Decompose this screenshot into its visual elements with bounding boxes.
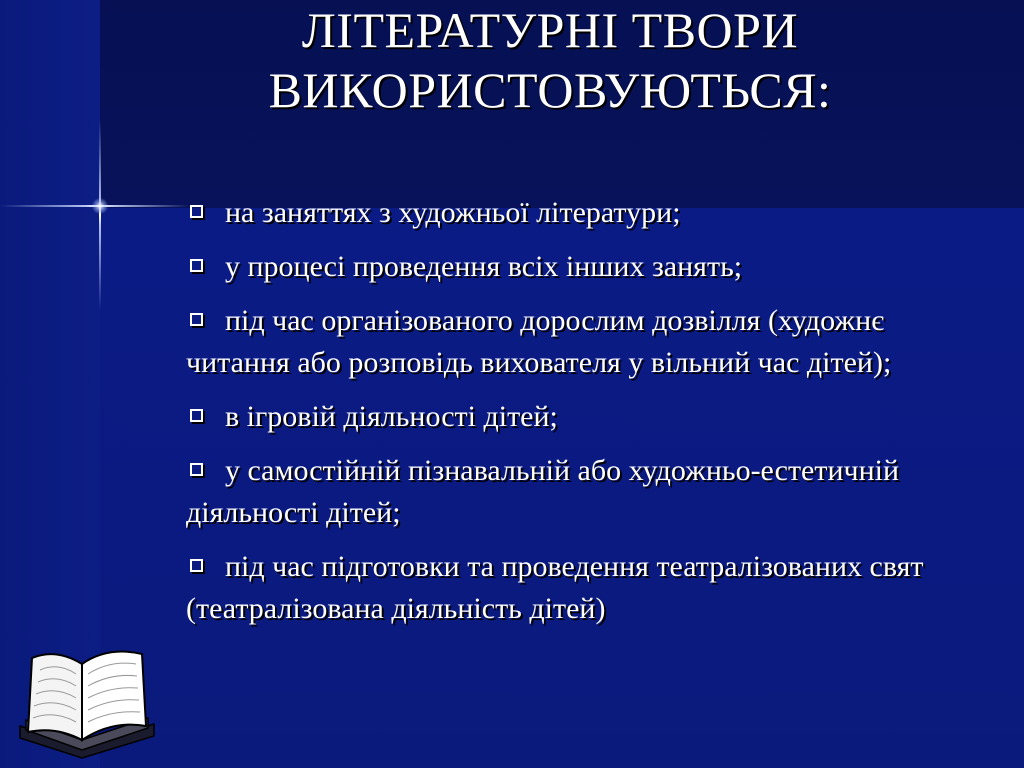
slide-title: [120, 0, 980, 120]
list-item: [186, 450, 976, 534]
hollow-square-bullet-icon: [190, 205, 203, 218]
open-book-icon: [12, 640, 162, 760]
list-item-text: у самостійній пізнавальній або художньо-естетичній діяльності дітей;: [186, 454, 900, 529]
list-item-text: під час організованого дорослим дозвілля (художнє читання або розповідь вихователя у вільний час дітей);: [186, 304, 892, 379]
list-item: [186, 396, 976, 438]
slide-title-line-1: ЛІТЕРАТУРНІ ТВОРИ: [301, 2, 799, 58]
hollow-square-bullet-icon: [190, 559, 203, 572]
hollow-square-bullet-icon: [190, 313, 203, 326]
hollow-square-bullet-icon: [190, 409, 203, 422]
list-item: [186, 300, 976, 384]
list-item-text: в ігровій діяльності дітей;: [225, 400, 558, 433]
hollow-square-bullet-icon: [190, 259, 203, 272]
bullet-list: [186, 192, 976, 642]
list-item: [186, 546, 976, 630]
list-item-text: на заняттях з художньої літератури;: [225, 196, 681, 229]
list-item-text: під час підготовки та проведення театралізованих свят (театралізована діяльність дітей): [186, 550, 924, 625]
list-item-text: у процесі проведення всіх інших занять;: [225, 250, 743, 283]
sparkle-star-icon: [92, 198, 108, 214]
slide-title-line-2: ВИКОРИСТОВУЮТЬСЯ:: [268, 62, 832, 118]
sparkle-vertical-ray: [99, 120, 101, 310]
list-item: [186, 246, 976, 288]
hollow-square-bullet-icon: [190, 463, 203, 476]
list-item: [186, 192, 976, 234]
